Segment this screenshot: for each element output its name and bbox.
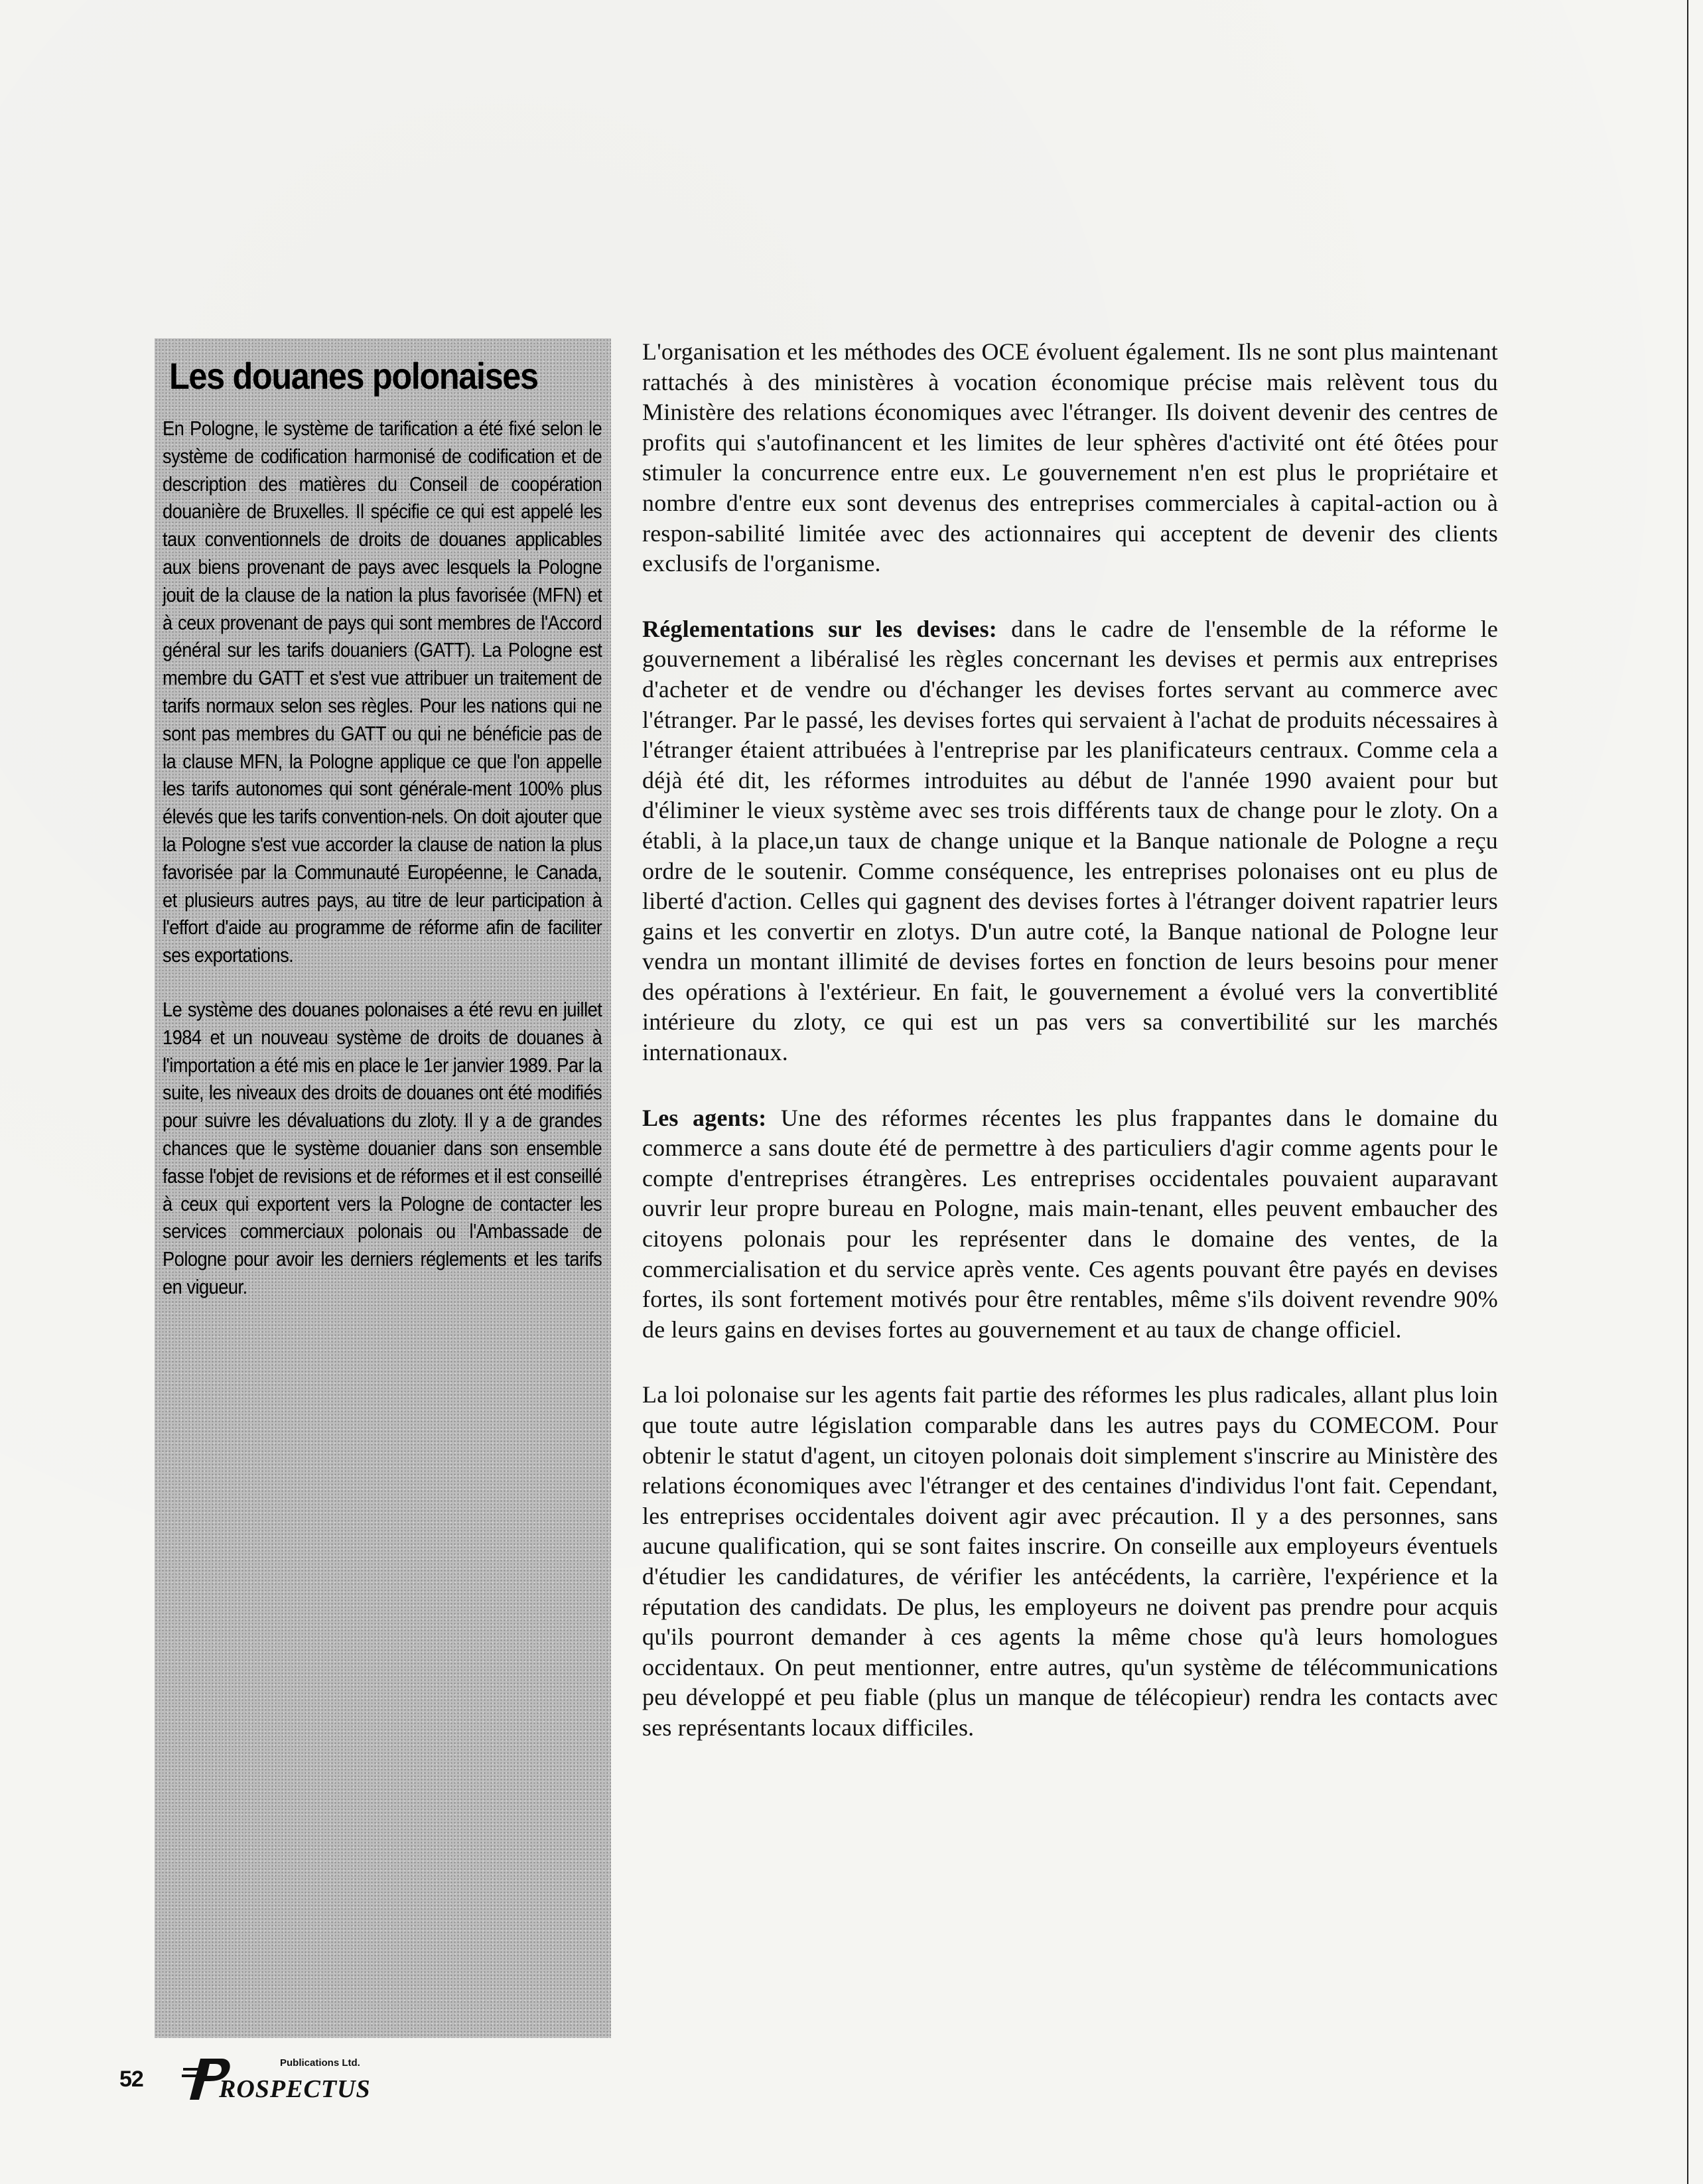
sidebar-paragraph: Le système des douanes polonaises a été revu en juillet 1984 et un nouveau système de droits de douanes à l'importation a été mis en place le 1er janvier 1989. Par la suite, les niveaux des droits de douanes ont été modifiés pour suivre les dévaluations du zloty. Il y a de grandes chances que le système douanier dans son ensemble fasse l'objet de revisions et de réformes et il est conseillé à ceux qui exportent vers la Pologne de contacter les services commerciaux polonais ou l'Ambassade de Pologne pour avoir les derniers réglements et les tarifs en vigueur. — [163, 998, 602, 1298]
page-edge-line — [1687, 0, 1688, 2184]
customs-sidebar-box — [155, 338, 611, 2038]
page-number: 52 — [119, 2067, 143, 2092]
logo-wordmark: ROSPECTUS — [219, 2075, 371, 2103]
paragraph-body: Une des réformes récentes les plus frappantes dans le domaine du commerce a sans doute été de permettre à des particuliers d'agir comme agents pour le compte d'entreprises étrangères. Les entreprises occidentales pouvaient auparavant ouvrir leur propre bureau en Pologne, mais main-tenant, elles peuvent embaucher des citoyens polonais pour les représenter dans le domaine des ventes, de la commercialisation et du service après vente. Ces agents pouvant être payés en devises fortes, ils sont fortement motivés pour être rentables, même s'ils doivent revendre 90% de leurs gains en devises fortes au gouvernement et au taux de change officiel. — [642, 1104, 1498, 1343]
paragraph-body: La loi polonaise sur les agents fait partie des réformes les plus radicales, allant plus loin que toute autre législation comparable dans les autres pays du COMECOM. Pour obtenir le statut d'agent, un citoyen polonais doit simplement s'inscrire au Ministère des relations économiques avec l'étranger et des centaines d'individus l'ont fait. Cependant, les entreprises occidentales doivent agir avec précaution. Il y a des personnes, sans aucune qualification, qui se sont faites inscrire. On conseille aux employeurs éventuels d'étudier les candidatures, de vérifier les antécédents, la carrière, l'expérience et la réputation des candidats. De plus, les employeurs ne doivent pas prendre pour acquis qu'ils pourront demander à ces agents la même chose qu'à leurs homologues occidentaux. On peut mentionner, entre autres, qu'un système de télécommunications peu développé et peu fiable (plus un manque de télécopieur) rendra les contacts avec ses représentants locaux difficiles. — [642, 1381, 1498, 1741]
sidebar-paragraph: En Pologne, le système de tarification a été fixé selon le système de codification harmonisé de codification et de description des matières du Conseil de coopération douanière de Bruxelles. Il spécifie ce qui est appelé les taux conventionnels de droits de douanes applicables aux biens provenant de pays avec lesquels la Pologne jouit de la clause de la nation la plus favorisée (MFN) et à ceux provenant de pays qui sont membres de l'Accord général sur les tarifs douaniers (GATT). La Pologne est membre du GATT et s'est vue attribuer un traitement de tarifs normaux selon ses règles. Pour les nations qui ne sont pas membres du GATT ou qui ne bénéficie pas de la clause MFN, la Pologne applique ce que l'on appelle les tarifs autonomes qui sont générale-ment 100% plus élevés que les tarifs convention-nels. On doit ajouter que la Pologne s'est vue accorder la clause de nation la plus favorisée par la Communauté Européenne, le Canada, et plusieurs autres pays, au titre de leur participation à l'effort d'aide au programme de réforme afin de faciliter ses exportations. — [163, 417, 602, 967]
main-paragraph — [642, 337, 1498, 579]
main-paragraph — [642, 614, 1498, 1068]
paragraph-body: dans le cadre de l'ensemble de la réforme le gouvernement a libéralisé les règles concernant les devises et permis aux entreprises d'acheter et de vendre ou d'échanger les devises fortes servant au commerce avec l'étranger. Par le passé, les devises fortes qui servaient à l'achat de produits nécessaires à l'étranger étaient attribuées à l'entreprise par les planificateurs centraux. Comme cela a déjà été dit, les réformes introduites au début de l'année 1990 avaient pour but d'éliminer le vieux système avec ses trois différents taux de change pour le zloty. On a établi, à la place,un taux de change unique et la Banque nationale de Pologne a reçu ordre de le soutenir. Comme conséquence, les entreprises polonaises ont eu plus de liberté d'action. Celles qui gagnent des devises fortes à l'étranger doivent rapatrier leurs gains et les convertir en zlotys. D'un autre coté, la Banque national de Pologne leur vendra un montant illimité de devises fortes en fonction de leurs besoins pour mener des opérations à l'extérieur. En fait, le gouvernement a évolué vers la convertiblité intérieure du zloty, ce qui est un pas vers sa convertibilité sur les marchés internationaux. — [642, 615, 1498, 1066]
main-text-column — [642, 337, 1498, 1779]
main-paragraph — [642, 1103, 1498, 1345]
sidebar-title: Les douanes polonaises — [169, 355, 538, 397]
prospectus-logo — [180, 2053, 472, 2104]
main-paragraph — [642, 1380, 1498, 1743]
paragraph-body: L'organisation et les méthodes des OCE évoluent également. Ils ne sont plus maintenant rattachés à des ministères à vocation économique précise mais relèvent tous du Ministère des relations économiques avec l'étranger. Ils doivent devenir des centres de profits qui s'autofinancent et les limites de leur sphères d'activité ont été ôtées pour stimuler la concurrence entre eux. Le gouvernement n'en est plus le propriétaire et nombre d'entre eux sont devenus des entreprises commerciales à capital-action ou à respon-sabilité limitée avec des actionnaires qui acceptent de devenir des clients exclusifs de l'organisme. — [642, 338, 1498, 577]
publisher-line: Publications Ltd. — [280, 2057, 360, 2069]
paragraph-lead: Réglementations sur les devises: — [642, 615, 997, 642]
paragraph-lead: Les agents: — [642, 1104, 767, 1131]
